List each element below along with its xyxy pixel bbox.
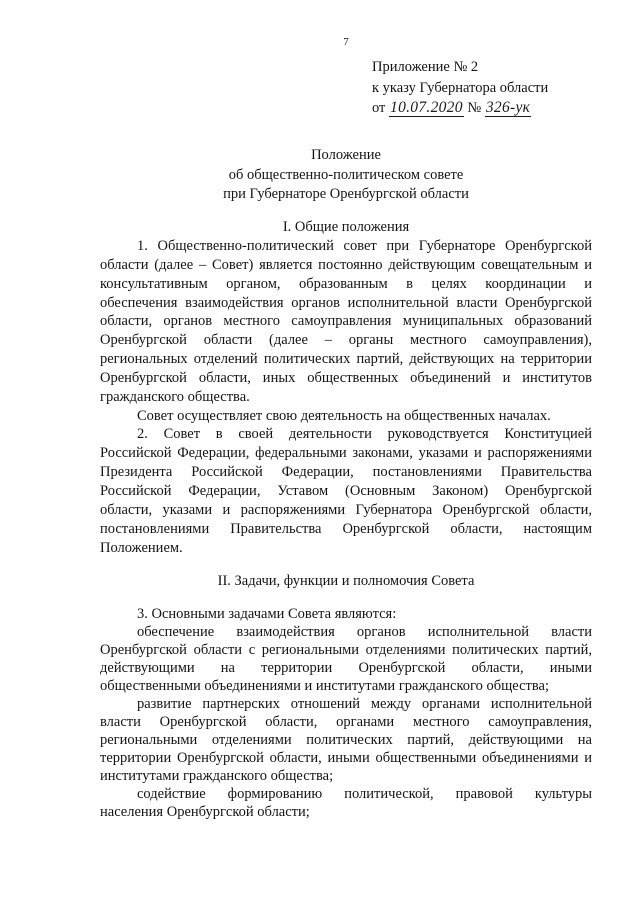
text-line: 3. Основными задачами Совета являются: xyxy=(137,606,397,622)
title-line: Положение xyxy=(311,147,381,163)
text-line: региональными отделениями политических партий, действующими на xyxy=(100,732,592,748)
decree-reference: к указу Губернатора области xyxy=(372,79,549,96)
title-line: при Губернаторе Оренбургской области xyxy=(223,186,469,202)
section-heading: I. Общие положения xyxy=(282,219,410,235)
decree-date-line xyxy=(372,98,548,119)
text-line: гражданского общества. xyxy=(100,388,250,405)
text-line: 2. Совет в своей деятельности руководствуется Конституцией xyxy=(137,426,592,443)
text-line: Президента Российской Федерации, постановлениями Правительства xyxy=(100,464,592,481)
date-prefix: от xyxy=(372,100,386,116)
title-line: об общественно-политическом совете xyxy=(228,166,464,183)
text-line: Российской Федерации, федеральными законами, указами и распоряжениями xyxy=(100,445,592,462)
section-1-body xyxy=(100,237,592,557)
text-line: общественными объединениями и институтами гражданского общества; xyxy=(100,678,549,694)
text-line: Оренбургской области, иных общественных объединений и институтов xyxy=(100,369,592,386)
text-line: территории Оренбургской области, иными общественными объединениями и xyxy=(100,750,592,766)
appendix-label: Приложение № 2 xyxy=(372,59,479,75)
text-line: Оренбургской области с региональными отделениями политических партий, xyxy=(100,642,592,658)
decree-number: 326-ук xyxy=(485,99,531,116)
text-line: Положением. xyxy=(100,539,183,556)
decree-date: 10.07.2020 xyxy=(390,99,463,116)
text-line: Российской Федерации, Уставом (Основным Законом) Оренбургской xyxy=(100,482,592,499)
text-line: власти Оренбургской области, органами местного самоуправления, xyxy=(100,714,592,730)
text-line: консультативным органом, образованным в целях координации и xyxy=(100,275,592,292)
text-line: 1. Общественно-политический совет при Губернаторе Оренбургской xyxy=(137,238,592,254)
text-line: развитие партнерских отношений между органами исполнительной xyxy=(137,696,592,712)
number-sign: № xyxy=(467,100,482,116)
text-line: Оренбургской области (далее – органы местного самоуправления), xyxy=(100,332,592,349)
text-line: Совет осуществляет свою деятельность на общественных началах. xyxy=(137,407,551,424)
text-line: региональных отделений политических партий, действующих на территории xyxy=(100,351,592,368)
text-line: обеспечение взаимодействия органов исполнительной власти xyxy=(137,624,592,640)
text-line: содействие формированию политической, правовой культуры xyxy=(137,786,592,802)
text-line: действующими на территории Оренбургской области, иными xyxy=(100,660,592,676)
text-line: области (далее – Совет) является постоянно действующим совещательным и xyxy=(100,256,592,273)
text-line: области, органов местного самоуправления муниципальных образований xyxy=(100,313,592,330)
text-line: области, указами и распоряжениями Губернатора Оренбургской области, xyxy=(100,501,592,518)
text-line: постановлениями Правительства Оренбургской области, настоящим xyxy=(100,520,592,537)
section-heading: II. Задачи, функции и полномочия Совета xyxy=(217,573,475,589)
section-2-body xyxy=(100,605,592,821)
text-line: обеспечения взаимодействия органов исполнительной власти Оренбургской xyxy=(100,294,592,311)
page-number: 7 xyxy=(343,36,349,48)
text-line: населения Оренбургской области; xyxy=(100,804,310,820)
document-title xyxy=(100,146,592,205)
text-line: институтами гражданского общества; xyxy=(100,768,334,784)
appendix-block xyxy=(372,57,548,119)
